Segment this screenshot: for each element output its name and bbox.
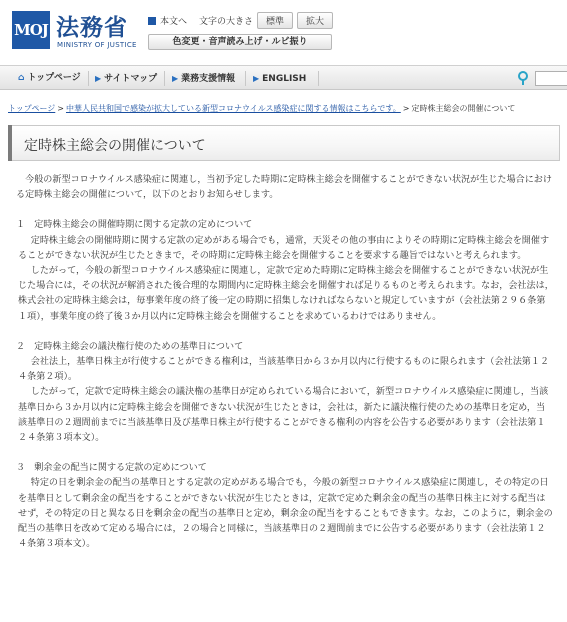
arrow-right-icon: ▶ <box>172 74 179 83</box>
site-logo-title[interactable]: 法務省 <box>56 14 128 41</box>
section-paragraph: 定時株主総会の開催時期に関する定款の定めがある場合でも，通常，天災その他の事由によりその時期に定時株主総会を開催することができない状況が生じたときまで，その時期に定時株主総会を開催することを要求する趣旨ではないと考えられます。 <box>18 235 550 261</box>
nav-divider <box>88 71 89 86</box>
breadcrumb <box>8 103 567 114</box>
arrow-right-icon: ▶ <box>253 74 260 83</box>
arrow-right-icon: ▶ <box>95 74 102 83</box>
section-paragraph: 特定の日を剰余金の配当の基準日とする定款の定めがある場合でも，今般の新型コロナウイルス感染症に関連し，その特定の日を基準日として剰余金の配当をすることができない状況が生じたときは，定款で定めた剰余金の配当の基準日株主に対する配当はせず，その特定の日と異なる日を剰余金の配当の基準日と定め，剰余金の配当をすることもできます。なお，このように，剰余金の配当の基準日を改めて定める場合には，２の場合と同様に，当該基準日の２週間前までに公告する必要があります（会社法第１２４条第３項本文）。 <box>18 478 553 550</box>
font-size-large-button[interactable]: 拡大 <box>297 12 333 29</box>
moj-logo-icon[interactable]: MOJ <box>12 11 50 49</box>
section-heading: １ 定時株主総会の開催時期に関する定款の定めについて <box>16 220 253 231</box>
breadcrumb-separator: > <box>402 104 410 113</box>
section-paragraph: したがって，定款で定時株主総会の議決権の基準日が定められている場合において，新型コロナウイルス感染症に関連し，当該基準日から３か月以内に定時株主総会を開催できない状況が生じたときは，会社は，新たに議決権行使のための基準日を定め，当該基準日の２週間前までに当該基準日及び基準日株主が行使することができる権利の内容を公告する必要があります（会社法第１２４条第３項本文）。 <box>18 387 549 444</box>
section-1 <box>16 218 554 324</box>
section-3 <box>16 461 554 552</box>
nav-divider <box>245 71 246 86</box>
nav-item-label: 業務支援情報 <box>181 74 236 84</box>
breadcrumb-covid-info-link[interactable]: 中華人民共和国で感染が拡大している新型コロナウイルス感染症に関する情報はこちらです。 <box>65 104 401 113</box>
nav-item-label: トップページ <box>27 73 81 83</box>
nav-item-top[interactable] <box>18 66 81 91</box>
font-size-label: 文字の大きさ <box>199 17 254 27</box>
nav-item-label: サイトマップ <box>104 74 158 84</box>
nav-divider <box>318 71 319 86</box>
section-2 <box>16 340 554 446</box>
site-logo-subtitle: MINISTRY OF JUSTICE <box>57 41 137 49</box>
nav-item-business[interactable] <box>172 66 235 91</box>
section-paragraph: したがって，今般の新型コロナウイルス感染症に関連し，定款で定めた時期に定時株主総会を開催することができない状況が生じた場合には，その状況が解消された後合理的な期間内に定時株主総会を開催すれば足りるものと考えられます。なお，会社法は，株式会社の定時株主総会は，毎事業年度の終了後一定の時期に招集しなければならないと規定していますが（会社法第２９６条第１項），事業年度の終了後３か月以内に定時株主総会を開催することを求めているわけではありません。 <box>18 266 554 322</box>
home-icon: ⌂ <box>18 73 25 83</box>
map-pin-icon[interactable] <box>515 70 531 86</box>
accessibility-button[interactable]: 色変更・音声読み上げ・ルビ振り <box>148 34 332 50</box>
header-tools <box>148 12 333 29</box>
intro-paragraph: 今般の新型コロナウイルス感染症に関連し，当初予定した時期に定時株主総会を開催することができない状況が生じた場合における定時株主総会の開催について，以下のとおりお知らせします。 <box>16 175 552 201</box>
nav-item-sitemap[interactable] <box>95 66 157 91</box>
font-size-standard-button[interactable]: 標準 <box>257 12 293 29</box>
square-icon <box>148 17 156 25</box>
breadcrumb-current: 定時株主総会の開催について <box>411 104 516 113</box>
skip-to-content-link[interactable]: 本文へ <box>160 17 188 27</box>
search-input[interactable] <box>535 71 567 86</box>
section-heading: ３ 剰余金の配当に関する定款の定めについて <box>16 463 207 474</box>
breadcrumb-separator: > <box>57 104 64 113</box>
nav-divider <box>164 71 165 86</box>
section-heading: ２ 定時株主総会の議決権行使のための基準日について <box>16 341 244 352</box>
main-content <box>16 173 554 567</box>
global-nav <box>0 65 567 90</box>
breadcrumb-home-link[interactable]: トップページ <box>8 104 56 113</box>
nav-item-label: ENGLISH <box>262 74 307 84</box>
page-title: 定時株主総会の開催について <box>24 138 206 154</box>
site-header <box>0 0 567 62</box>
section-paragraph: 会社法上，基準日株主が行使することができる権利は，当該基準日から３か月以内に行使するものに限られます（会社法第１２４条第２項）。 <box>18 357 550 383</box>
page-title-box <box>8 125 560 161</box>
nav-item-english[interactable] <box>253 66 306 91</box>
